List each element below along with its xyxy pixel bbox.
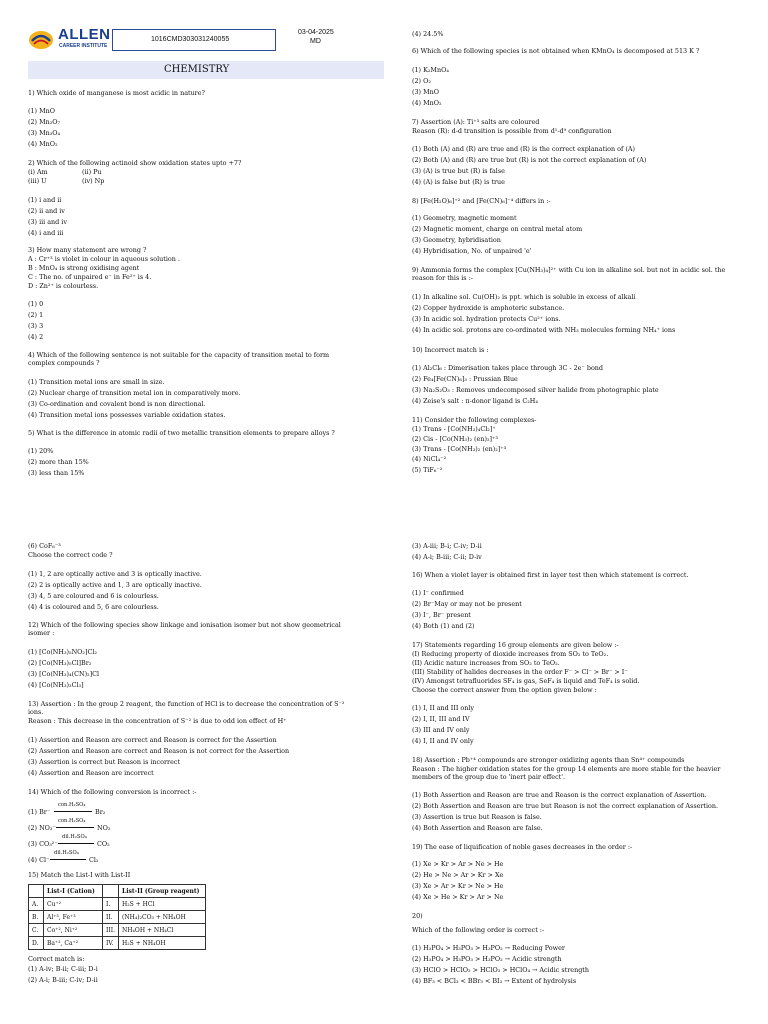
q10-opt2: (2) Fe₄[Fe(CN)₆]₃ : Prussian Blue	[412, 375, 518, 383]
q11-code3: (3) 4, 5 are coloured and 6 is colourless.	[28, 592, 159, 600]
q14-text: 14) Which of the following conversion is incorrect :-	[28, 788, 197, 796]
q11-code4: (4) 4 is coloured and 5, 6 are colourless.	[28, 603, 159, 611]
q18-opt1: (1) Both Assertion and Reason are true and Reason is the correct explanation of Assertion.	[412, 791, 707, 799]
q14-opt3-product: CO₂	[97, 840, 110, 848]
q19-opt2: (2) He > Ne > Ar > Kr > Xe	[412, 871, 504, 879]
q2-item-i: (i) Am	[28, 168, 48, 176]
q15-opt2: (2) A-i; B-iii; C-iv; D-ii	[28, 976, 98, 984]
q15-row-d-numeral: IV.	[103, 937, 119, 950]
q14-opt1-arrow	[54, 811, 92, 812]
q3-text: 3) How many statement are wrong ?	[28, 246, 147, 254]
q7-opt4: (4) (A) is false but (R) is true	[412, 178, 505, 186]
q19-text: 19) The ease of liquification of noble gases decreases in the order :-	[412, 843, 633, 851]
q15-correct-match: Correct match is:	[28, 955, 85, 963]
q14-opt1-reagent: con.H₂SO₄	[58, 802, 86, 808]
q15-row-c-label: C.	[29, 924, 44, 937]
q17-stmt4: (IV) Amongst tetrafluorides SF₄ is gas, SeF₄ is liquid and TeF₄ is solid.	[412, 677, 640, 685]
q11-code2: (2) 2 is optically active and 1, 3 are optically inactive.	[28, 581, 202, 589]
q7-opt3: (3) (A) is true but (R) is false	[412, 167, 505, 175]
q7-reason: Reason (R): d-d transition is possible from d¹-d⁹ configuration	[412, 127, 612, 135]
q11-text: 11) Consider the following complexes-	[412, 416, 537, 424]
q4-opt2: (2) Nuclear charge of transition metal ion in comparatively more.	[28, 389, 241, 397]
q10-opt4: (4) Zeise's salt : π-donor ligand is C₂H₄	[412, 397, 538, 405]
q7-assertion: 7) Assertion (A): Ti⁺³ salts are coloured	[412, 118, 540, 126]
q11-opt4: (4) NiCl₄⁻²	[412, 455, 447, 463]
q8-opt2: (2) Magnetic moment, charge on central metal atom	[412, 225, 583, 233]
q6-opt2: (2) O₂	[412, 77, 431, 85]
q16-opt4: (4) Both (1) and (2)	[412, 622, 475, 630]
q15-row-b-reagent: (NH₄)₂CO₃ + NH₄OH	[119, 911, 206, 924]
q2-item-iii: (iii) U	[28, 177, 47, 185]
q5-text: 5) What is the difference in atomic radii of two metallic transition elements to prepare alloys ?	[28, 429, 335, 437]
q17-stmt1: (I) Reducing property of dioxide increases from SO₂ to TeO₂.	[412, 650, 609, 658]
q11-opt1: (1) Trans - [Co(NH₃)₄Cl₂]⁺	[412, 425, 496, 433]
q16-opt1: (1) I⁻ confirmed	[412, 589, 464, 597]
q11-choose: Choose the correct code ?	[28, 551, 113, 559]
q15-row-a-label: A.	[29, 898, 44, 911]
q5-opt4: (4) 24.5%	[412, 30, 444, 38]
q3-opt1: (1) 0	[28, 300, 44, 308]
q3-stmt-a: A : Cr⁺³ is violet in colour in aqueous solution .	[28, 255, 180, 263]
q14-opt2-product: NO₂	[97, 824, 111, 832]
q11-opt6: (6) CoF₆⁻³	[28, 542, 61, 550]
table-row	[29, 911, 206, 924]
q20-opt3: (3) HClO > HClO₂ > HClO₃ > HClO₄ → Acidic strength	[412, 966, 589, 974]
q13-reason: Reason : This decrease in the concentration of S⁻² is due to odd ion effect of H⁺	[28, 717, 287, 725]
test-date: 03-04-2025	[298, 29, 334, 36]
q8-opt4: (4) Hybridisation, No. of unpaired 'e'	[412, 247, 532, 255]
q11-opt3: (3) Trans - [Co(NH₃)₂ (en)₂]⁺³	[412, 445, 507, 453]
q19-opt4: (4) Xe > He > Kr > Ar > Ne	[412, 893, 504, 901]
q13-opt4: (4) Assertion and Reason are incorrect	[28, 769, 154, 777]
q2-text: 2) Which of the following actinoid show oxidation states upto +7?	[28, 159, 242, 167]
q15-header-blank1	[29, 885, 44, 898]
q6-opt1: (1) K₂MnO₄	[412, 66, 449, 74]
q7-opt1: (1) Both (A) and (R) are true and (R) is the correct explanation of (A)	[412, 145, 636, 153]
q18-opt4: (4) Both Assertion and Reason are false.	[412, 824, 543, 832]
q8-text: 8) [Fe(H₂O)₆]⁺² and [Fe(CN)₆]⁻⁴ differs in :-	[412, 197, 551, 205]
q15-row-a-numeral: I.	[103, 898, 119, 911]
q3-stmt-d: D : Zn²⁺ is colourless.	[28, 282, 99, 290]
q4-opt4: (4) Transition metal ions possesses variable oxidation states.	[28, 411, 226, 419]
q16-opt3: (3) I⁻, Br⁻ present	[412, 611, 471, 619]
q4-text: 4) Which of the following sentence is not suitable for the capacity of transition metal to form complex compounds ?	[28, 351, 330, 368]
q15-text: 15) Match the List-I with List-II	[28, 871, 131, 879]
q14-opt4-reagent: dil.H₂SO₄	[54, 850, 79, 856]
q4-opt1: (1) Transition metal ions are small in size.	[28, 378, 165, 386]
q11-opt5: (5) TiF₆⁻²	[412, 466, 443, 474]
q6-text: 6) Which of the following species is not obtained when KMnO₄ is decomposed at 513 K ?	[412, 47, 700, 55]
q20-text: Which of the following order is correct :-	[412, 926, 545, 934]
q10-text: 10) Incorrect match is :	[412, 346, 489, 354]
q17-opt4: (4) I, II and IV only	[412, 737, 474, 745]
q5-opt3: (3) less than 15%	[28, 469, 85, 477]
q2-opt1: (1) i and ii	[28, 196, 62, 204]
q14-opt3-arrow	[58, 843, 94, 844]
q17-stmt3: (III) Stability of halides decreases in the order F⁻ > Cl⁻ > Br⁻ > I⁻	[412, 668, 628, 676]
q20-opt4: (4) BF₃ < BCl₃ < BBr₃ < BI₃ → Extent of hydrolysis	[412, 977, 577, 985]
q6-opt3: (3) MnO	[412, 88, 439, 96]
q13-assertion: 13) Assertion : In the group 2 reagent, the function of HCl is to decrease the concentration of S⁻² ions.	[28, 700, 345, 717]
q5-opt1: (1) 20%	[28, 447, 54, 455]
q14-opt3-reagent: dil.H₂SO₄	[62, 834, 87, 840]
q2-item-ii: (ii) Pu	[82, 168, 102, 176]
q2-item-iv: (iv) Np	[82, 177, 105, 185]
q3-stmt-c: C : The no. of unpaired e⁻ in Fe²⁺ is 4.	[28, 273, 152, 281]
q15-row-b-numeral: II.	[103, 911, 119, 924]
table-row	[29, 937, 206, 950]
q18-opt3: (3) Assertion is true but Reason is false.	[412, 813, 542, 821]
q9-opt1: (1) In alkaline sol. Cu(OH)₂ is ppt. which is soluble in excess of alkali	[412, 293, 636, 301]
q15-match-table	[28, 884, 206, 950]
q20-opt2: (2) H₃PO₄ > H₃PO₃ > H₃PO₂ → Acidic strength	[412, 955, 562, 963]
test-code: 1016CMD303031240055	[151, 36, 230, 43]
q15-opt3: (3) A-iii; B-i; C-iv; D-ii	[412, 542, 482, 550]
q6-opt4: (4) MnO₂	[412, 99, 442, 107]
q1-opt2: (2) Mn₂O₇	[28, 118, 61, 126]
q9-opt2: (2) Copper hydroxide is amphoteric substance.	[412, 304, 565, 312]
brand-subtitle: CAREER INSTITUTE	[59, 43, 108, 49]
allen-logo	[28, 26, 111, 52]
q1-opt4: (4) MnO₂	[28, 140, 58, 148]
q13-opt1: (1) Assertion and Reason are correct and Reason is correct for the Assertion	[28, 736, 277, 744]
q1-text: 1) Which oxide of manganese is most acidic in nature?	[28, 89, 205, 97]
q14-opt3-reactant: (3) CO₃²⁻	[28, 840, 58, 848]
q14-opt1-reactant: (1) Br⁻	[28, 808, 51, 816]
q15-row-d-reagent: H₂S + NH₄OH	[119, 937, 206, 950]
q16-text: 16) When a violet layer is obtained first in layer test then which statement is correct.	[412, 571, 689, 579]
q18-reason: Reason : The higher oxidation states for the group 14 elements are more stable for the heavier members of the group due to 'inert pair effect'.	[412, 765, 721, 782]
q14-opt1-product: Br₂	[95, 808, 106, 816]
q4-opt3: (3) Co-ordination and covalent bond is non directional.	[28, 400, 206, 408]
q15-row-a-reagent: H₂S + HCl	[119, 898, 206, 911]
q13-opt3: (3) Assertion is correct but Reason is incorrect	[28, 758, 181, 766]
q14-opt2-reagent: con.H₂SO₄	[58, 818, 86, 824]
q14-opt4-reactant: (4) Cl⁻	[28, 856, 50, 864]
q3-opt2: (2) 1	[28, 311, 44, 319]
q17-choose: Choose the correct answer from the option given below :	[412, 686, 597, 694]
q19-opt1: (1) Xe > Kr > Ar > Ne > He	[412, 860, 504, 868]
logo-emblem-icon	[28, 29, 54, 51]
brand-name: ALLEN	[58, 26, 111, 43]
q13-opt2: (2) Assertion and Reason are correct and Reason is not correct for the Assertion	[28, 747, 290, 755]
q17-opt3: (3) III and IV only	[412, 726, 470, 734]
q16-opt2: (2) Br⁻May or may not be present	[412, 600, 522, 608]
q11-code1: (1) 1, 2 are optically active and 3 is optically inactive.	[28, 570, 202, 578]
header-code-box	[112, 29, 276, 51]
test-stream: MD	[310, 38, 321, 45]
q15-header-blank2	[103, 885, 119, 898]
q9-opt3: (3) In acidic sol. hydration protects Cu²⁺ ions.	[412, 315, 561, 323]
q15-row-a-cation: Cu⁺²	[44, 898, 103, 911]
q14-opt4-arrow	[50, 859, 86, 860]
q18-assertion: 18) Assertion : Pb⁺⁴ compounds are stronger oxidizing agents than Sn⁴⁺ compounds	[412, 756, 685, 764]
q15-header-list1: List-I (Cation)	[44, 885, 103, 898]
table-row	[29, 898, 206, 911]
q15-table-header	[29, 885, 206, 898]
q10-opt3: (3) Na₂S₂O₃ : Removes undecomposed silver halide from photographic plate	[412, 386, 659, 394]
q14-opt4-product: Cl₂	[89, 856, 99, 864]
q7-opt2: (2) Both (A) and (R) are true but (R) is not the correct explanation of (A)	[412, 156, 647, 164]
q9-opt4: (4) In acidic sol. protons are co-ordinated with NH₃ molecules forming NH₄⁺ ions	[412, 326, 676, 334]
q12-opt3: (3) [Co(NH₃)₄(CN)₂]Cl	[28, 670, 100, 678]
q17-opt2: (2) I, II, III and IV	[412, 715, 470, 723]
q1-opt1: (1) MnO	[28, 107, 55, 115]
q15-row-c-numeral: III.	[103, 924, 119, 937]
q9-text: 9) Ammonia forms the complex [Cu(NH₃)₄]²⁺ with Cu ion in alkaline sol. but not in acidic sol. the reason for this is :-	[412, 266, 726, 283]
q15-row-d-label: D.	[29, 937, 44, 950]
q15-header-list2: List-II (Group reagent)	[119, 885, 206, 898]
q15-row-c-cation: Co⁺², Ni⁺²	[44, 924, 103, 937]
q17-text: 17) Statements regarding 16 group elements are given below :-	[412, 641, 619, 649]
subject-title: CHEMISTRY	[164, 64, 230, 75]
q12-opt4: (4) [Co(NH₃)₃Cl₃]	[28, 681, 84, 689]
q3-opt4: (4) 2	[28, 333, 44, 341]
q11-opt2: (2) Cis - [Co(NH₃)₂ (en)₂]⁺³	[412, 435, 498, 443]
q2-opt2: (2) ii and iv	[28, 207, 65, 215]
subject-band	[28, 61, 384, 79]
q10-opt1: (1) Al₂Cl₆ : Dimerisation takes place through 3C - 2e⁻ bond	[412, 364, 604, 372]
q2-opt3: (3) iii and iv	[28, 218, 67, 226]
q8-opt3: (3) Geometry, hybridisation	[412, 236, 501, 244]
q17-opt1: (1) I, II and III only	[412, 704, 475, 712]
q15-row-b-label: B.	[29, 911, 44, 924]
q20-number: 20)	[412, 912, 423, 920]
q20-opt1: (1) H₃PO₄ > H₃PO₃ > H₃PO₂ → Reducing Power	[412, 944, 565, 952]
q1-opt3: (3) Mn₃O₄	[28, 129, 61, 137]
q15-row-d-cation: Ba⁺², Ca⁺²	[44, 937, 103, 950]
q5-opt2: (2) more than 15%	[28, 458, 89, 466]
q15-row-c-reagent: NH₄OH + NH₄Cl	[119, 924, 206, 937]
q12-opt2: (2) [Co(NH₃)₅Cl]Br₂	[28, 659, 92, 667]
q15-opt1: (1) A-iv; B-ii; C-iii; D-i	[28, 965, 98, 973]
q12-text: 12) Which of the following species show linkage and ionisation isomer but not show geometrical isomer :	[28, 621, 341, 638]
q3-opt3: (3) 3	[28, 322, 44, 330]
q19-opt3: (3) Xe > Ar > Kr > Ne > He	[412, 882, 504, 890]
q14-opt2-reactant: (2) NO₃⁻	[28, 824, 56, 832]
q14-opt2-arrow	[56, 827, 94, 828]
q15-opt4: (4) A-i; B-iii; C-ii; D-iv	[412, 553, 482, 561]
q8-opt1: (1) Geometry, magnetic moment	[412, 214, 517, 222]
q17-stmt2: (II) Acidic nature increases from SO₂ to TeO₂.	[412, 659, 560, 667]
table-row	[29, 924, 206, 937]
q12-opt1: (1) [Co(NH₃)₅NO₂]Cl₂	[28, 648, 97, 656]
q15-row-b-cation: Al⁺³, Fe⁺³	[44, 911, 103, 924]
q3-stmt-b: B : MnO₄ is strong oxidising agent	[28, 264, 140, 272]
q18-opt2: (2) Both Assertion and Reason are true but Reason is not the correct explanation of Assertion.	[412, 802, 719, 810]
q2-opt4: (4) i and iii	[28, 229, 64, 237]
